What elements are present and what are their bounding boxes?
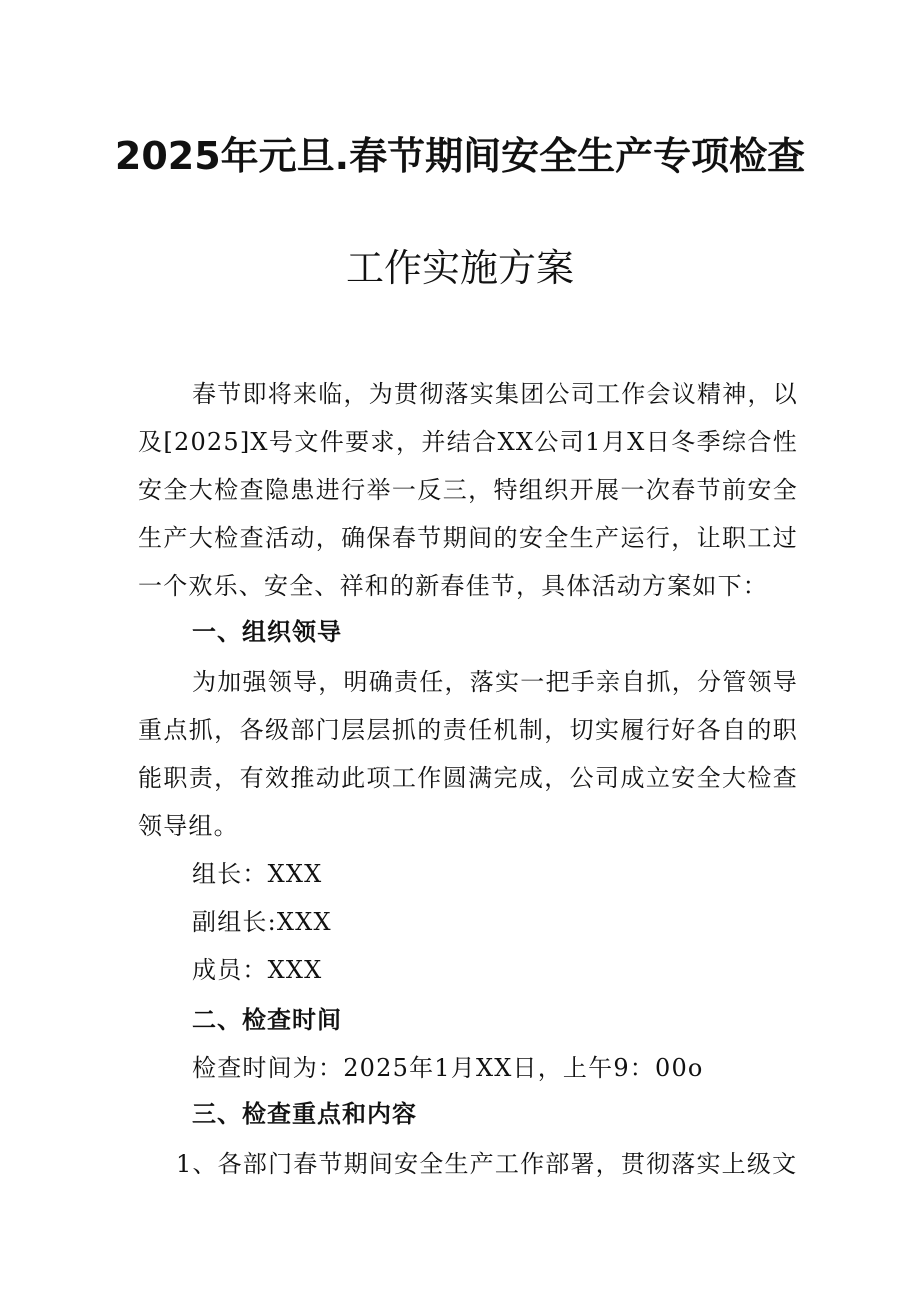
deputy-leader-line: 副组长:XXX (192, 908, 332, 936)
leader-line: 组长：XXX (192, 860, 323, 888)
members-line: 成员：XXX (192, 956, 323, 984)
list-item-1: 1、各部门春节期间安全生产工作部署，贯彻落实上级文 (176, 1150, 798, 1178)
document-title-line-1: 2025年元旦.春节期间安全生产专项检查 (114, 134, 806, 178)
section-1-heading: 一、组织领导 (192, 618, 342, 646)
section-1-paragraph: 为加强领导，明确责任，落实一把手亲自抓，分管领导重点抓，各级部门层层抓的责任机制，切实履行好各自的职能职责，有效推动此项工作圆满完成，公司成立安全大检查领导组。 (138, 668, 798, 840)
section-3-heading: 三、检查重点和内容 (192, 1100, 417, 1128)
intro-paragraph: 春节即将来临，为贯彻落实集团公司工作会议精神，以及[2025]X号文件要求，并结合XX公司1月X日冬季综合性安全大检查隐患进行举一反三，特组织开展一次春节前安全生产大检查活动，确保春节期间的安全生产运行，让职工过一个欢乐、安全、祥和的新春佳节，具体活动方案如下： (138, 380, 798, 600)
document-title-line-2: 工作实施方案 (345, 246, 574, 290)
inspection-time-line: 检查时间为：2025年1月XX日，上午9：00o (192, 1054, 704, 1082)
section-2-heading: 二、检查时间 (192, 1006, 342, 1034)
